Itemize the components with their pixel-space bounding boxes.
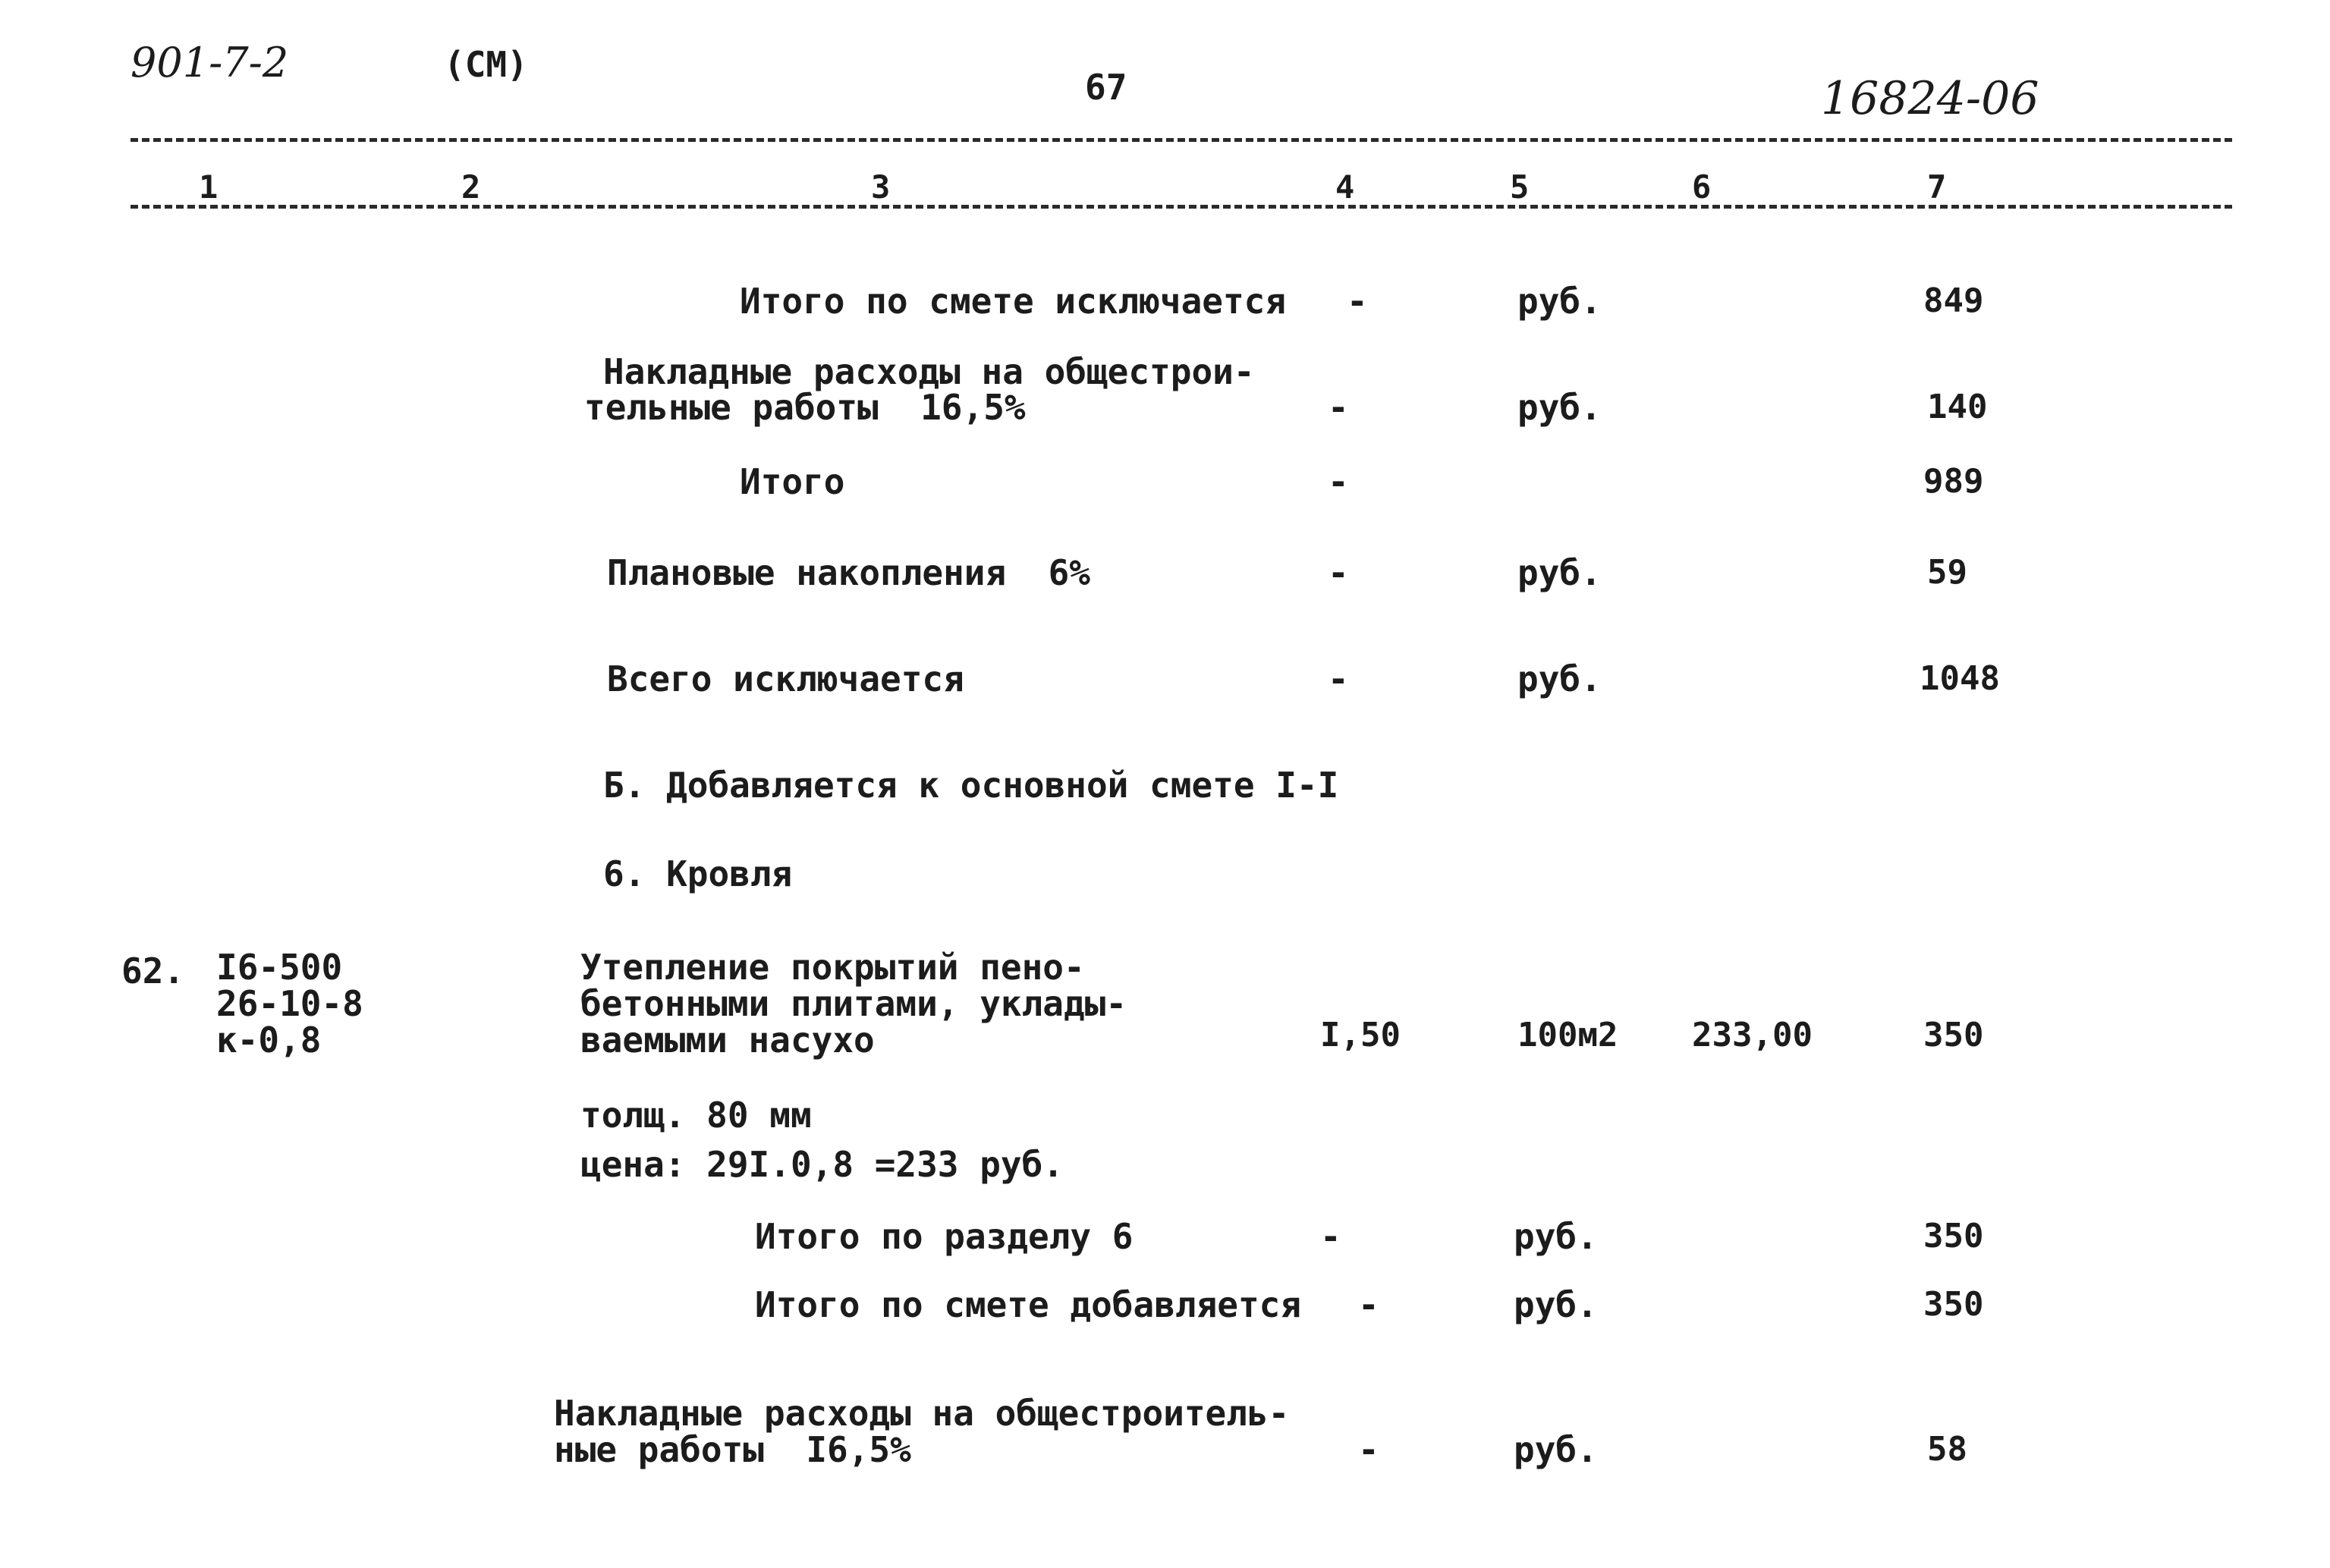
doc-mark: (СМ) (444, 44, 528, 85)
item-code-line1: I6-500 (216, 947, 343, 988)
total-added-unit: руб. (1514, 1284, 1598, 1325)
row-text-line1: Накладные расходы на общестрои- (603, 351, 1255, 392)
item-unit: 100м2 (1517, 1016, 1618, 1054)
item-desc-line2: бетонными плитами, уклады- (580, 983, 1127, 1024)
item-note-line2: цена: 29I.0,8 =233 руб. (580, 1144, 1064, 1185)
overhead-text-line1: Накладные расходы на общестроитель- (554, 1393, 1290, 1434)
overhead-text-line2: ные работы I6,5% (554, 1429, 911, 1470)
section-b-heading: Б. Добавляется к основной смете I-I (603, 765, 1339, 806)
page-number: 67 (1085, 67, 1127, 108)
row-unit: руб. (1517, 281, 1602, 322)
item-code-line3: к-0,8 (216, 1020, 322, 1061)
column-number-4: 4 (1335, 168, 1355, 206)
section-6-heading: 6. Кровля (603, 853, 793, 894)
row-value: 1048 (1920, 659, 2000, 698)
total-added-text: Итого по смете добавляется (755, 1284, 1302, 1325)
total-added-value: 350 (1923, 1285, 1984, 1324)
column-number-6: 6 (1692, 168, 1712, 206)
overhead-value: 58 (1927, 1430, 1967, 1469)
row-dash: - (1328, 552, 1349, 593)
header-separator (130, 138, 2232, 142)
column-separator (130, 205, 2232, 209)
item-price: 233,00 (1692, 1016, 1813, 1054)
item-desc-line3: ваемыми насухо (580, 1020, 875, 1061)
row-dash: - (1328, 387, 1349, 428)
row-text: Всего исключается (607, 658, 964, 699)
column-number-7: 7 (1927, 168, 1947, 206)
overhead-dash: - (1358, 1429, 1379, 1470)
item-number: 62. (121, 951, 185, 991)
column-number-3: 3 (871, 168, 891, 206)
total-section-value: 350 (1923, 1217, 1984, 1255)
item-note-line1: толщ. 80 мм (580, 1095, 812, 1136)
archive-number: 16824-06 (1821, 72, 2039, 125)
total-section-text: Итого по разделу 6 (755, 1216, 1134, 1257)
row-value: 140 (1927, 388, 1988, 426)
item-code-line2: 26-10-8 (216, 983, 363, 1024)
column-number-1: 1 (199, 168, 219, 206)
overhead-unit: руб. (1514, 1429, 1598, 1470)
column-number-2: 2 (461, 168, 481, 206)
row-value: 989 (1923, 462, 1984, 501)
row-text-line2: тельные работы 16,5% (584, 387, 1026, 428)
row-text: Итого по смете исключается (740, 281, 1287, 322)
total-section-unit: руб. (1514, 1216, 1598, 1257)
row-unit: руб. (1517, 658, 1602, 699)
row-text: Плановые накопления 6% (607, 552, 1090, 593)
column-number-5: 5 (1510, 168, 1530, 206)
row-unit: руб. (1517, 387, 1602, 428)
row-text: Итого (740, 461, 845, 502)
item-total: 350 (1923, 1016, 1984, 1054)
total-added-dash: - (1358, 1284, 1379, 1325)
item-desc-line1: Утепление покрытий пено- (580, 947, 1085, 988)
total-section-dash: - (1320, 1216, 1341, 1257)
row-value: 59 (1927, 553, 1967, 592)
row-dash: - (1347, 281, 1368, 322)
item-quantity: I,50 (1320, 1016, 1401, 1054)
row-dash: - (1328, 461, 1349, 502)
row-value: 849 (1923, 281, 1984, 320)
row-unit: руб. (1517, 552, 1602, 593)
row-dash: - (1328, 658, 1349, 699)
doc-code: 901-7-2 (130, 39, 289, 86)
